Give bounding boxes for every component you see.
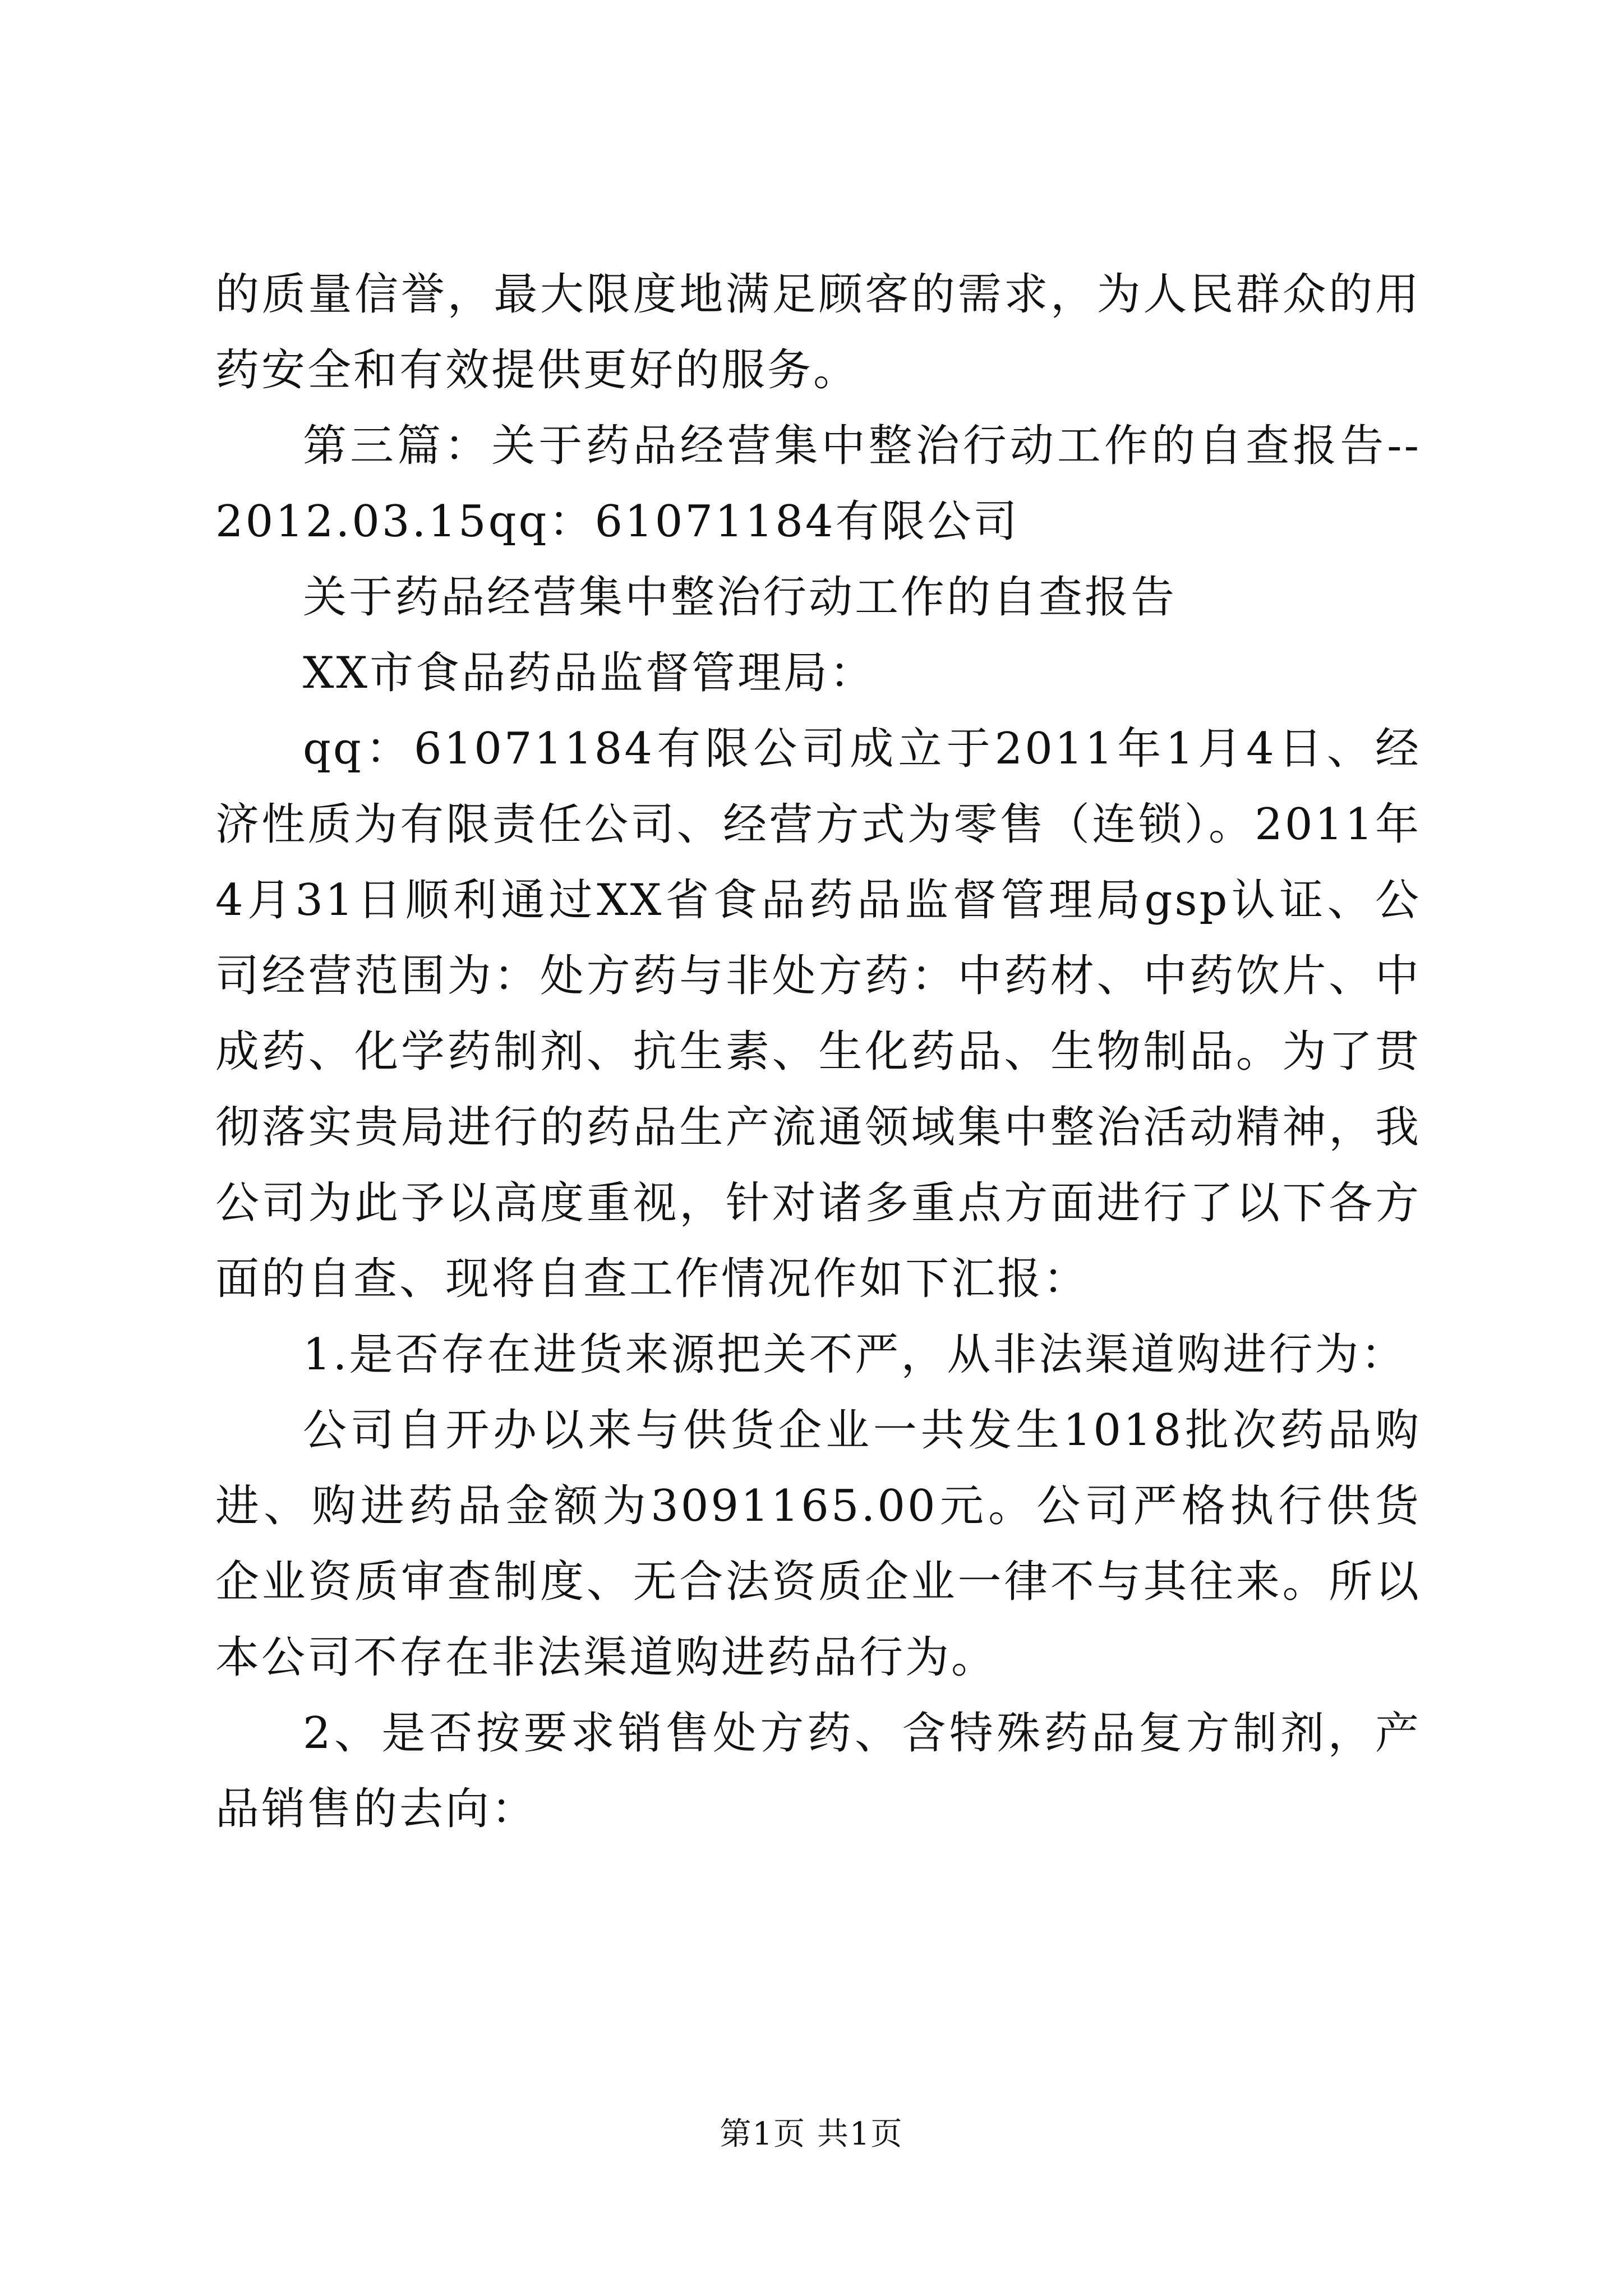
paragraph-continuation: 的质量信誉，最大限度地满足顾客的需求，为人民群众的用药安全和有效提供更好的服务。	[215, 269, 1421, 395]
paragraph-item-1-body: 公司自开办以来与供货企业一共发生1018批次药品购进、购进药品金额为3091165.00元。公司严格执行供货企业资质审查制度、无合法资质企业一律不与其往来。所以本公司不存在非法渠道购进药品行为。	[215, 1405, 1421, 1683]
paragraph-section-heading: 第三篇：关于药品经营集中整治行动工作的自查报告--2012.03.15qq：61071184有限公司	[215, 421, 1421, 547]
paragraph-item-2-heading: 2、是否按要求销售处方药、含特殊药品复方制剂，产品销售的去向：	[215, 1708, 1421, 1834]
paragraph-addressee: XX市食品药品监督管理局：	[303, 648, 876, 698]
page-footer: 第1页 共1页	[720, 2116, 903, 2152]
document-body	[215, 257, 1421, 1847]
paragraph-report-title: 关于药品经营集中整治行动工作的自查报告	[303, 572, 1177, 623]
paragraph-company-intro: qq：61071184有限公司成立于2011年1月4日、经济性质为有限责任公司、经营方式为零售（连锁）。2011年4月31日顺利通过XX省食品药品监督管理局gsp认证、公司经营范围为：处方药与非处方药：中药材、中药饮片、中成药、化学药制剂、抗生素、生化药品、生物制品。为了贯彻落实贵局进行的药品生产流通领域集中整治活动精神，我公司为此予以高度重视，针对诸多重点方面进行了以下各方面的自查、现将自查工作情况作如下汇报：	[215, 724, 1421, 1304]
paragraph-item-1-heading: 1.是否存在进货来源把关不严，从非法渠道购进行为：	[303, 1329, 1407, 1380]
